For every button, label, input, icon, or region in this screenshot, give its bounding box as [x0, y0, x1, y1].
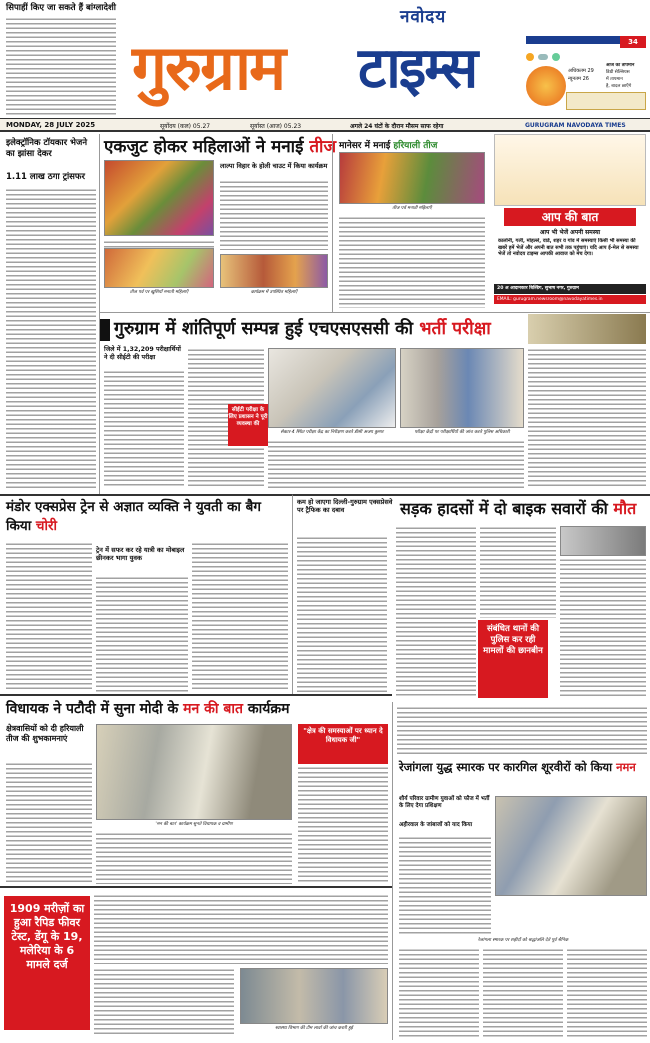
masthead-city: गुरुग्राम [132, 31, 285, 104]
mandor-body2 [96, 576, 188, 692]
weather-r2: डिग्री सेल्सियस [606, 70, 630, 75]
accident-headline-red: मौत [613, 499, 637, 518]
mandor-body1 [6, 542, 92, 692]
teej-photo-2 [104, 248, 214, 288]
left-column [0, 134, 100, 494]
teej-photo-cap2: कार्यक्रम में उपस्थित महिलाएँ [250, 290, 298, 295]
mandor-headline [6, 498, 288, 536]
weather-temp: 34 [620, 36, 646, 48]
delhi-headline: कम हो जाएगा दिल्ली-गुरुग्राम एक्सप्रेसवे पर ट्रैफिक का दबाव [297, 498, 393, 514]
weather-sun-graphic [526, 66, 566, 106]
kargil-top-body [397, 706, 647, 754]
apki-baat-title: आप की बात [504, 208, 636, 226]
kargil-headline-red: नमन [616, 760, 636, 774]
apki-baat-contact: 20 अ आदानकार बिल्डिंग, सुभाष नगर, गुरुग्राम [494, 284, 646, 294]
manesar-label-green: हरियाली तीज [393, 141, 438, 151]
date-bar [0, 118, 650, 132]
exam-story [100, 344, 650, 490]
kargil-body3 [483, 948, 563, 1038]
apki-baat-ad [494, 134, 646, 206]
mkb-body3 [298, 766, 388, 884]
kargil-body2 [399, 948, 479, 1038]
mkb-headline [6, 700, 290, 718]
left-top-headline: सिपाहीं किए जा सकते हैं बांग्लादेशी [6, 3, 116, 13]
cloud-icon [538, 54, 548, 60]
accident-body3 [560, 558, 646, 698]
exam-body4 [528, 348, 646, 488]
teej-headline [104, 136, 336, 158]
teej-photo-1 [104, 160, 214, 236]
weather-r1: आज का तापमान [606, 63, 635, 68]
weather-box [526, 4, 646, 114]
weather-r4: है, बादल छाएँगे [606, 84, 632, 89]
apki-baat-email[interactable]: EMAIL: gurugram.newsroom@navodayatimes.in [494, 295, 646, 304]
weather-badge [566, 92, 646, 110]
banner-headline [114, 315, 491, 343]
teej-story [100, 134, 337, 312]
mkb-sub: क्षेत्रवासियों को दी हरियाली तीज की शुभकामनाएं [6, 724, 84, 743]
mkb-quote: "क्षेत्र की समस्याओं पर ध्यान दे विधायक जी" [298, 724, 388, 764]
left-head2: 1.11 लाख ठगा ट्रांसफर [6, 172, 85, 182]
accident-photo [560, 526, 646, 556]
kargil-photo-cap: रेजांगला स्मारक पर शहीदों को श्रद्धांजलि देते पूर्व सैनिक [477, 938, 569, 943]
apki-baat-box [494, 134, 646, 310]
tagline: अगले 24 घंटों के दौरान मौसम साफ रहेगा [350, 123, 444, 130]
left-head1: इलेक्ट्रॉनिक टॉयकार भेजने का झांसा देकर [6, 138, 88, 159]
masthead [122, 0, 522, 112]
banner-stripe-icon [100, 319, 110, 341]
manesar-headline [339, 138, 437, 151]
manesar-photo [339, 152, 485, 204]
accident-story [392, 494, 650, 702]
mann-ki-baat-story [0, 694, 392, 886]
mandor-headline-red: चोरी [35, 518, 57, 534]
teej-body [220, 180, 328, 250]
exam-photo-1 [268, 348, 396, 428]
left-body [6, 188, 96, 490]
sunrise-text: सूर्योदय (कल) 05.27 [160, 123, 211, 130]
kargil-body1 [399, 836, 491, 936]
dengue-body1 [94, 894, 388, 964]
kargil-headline-main: रेजांगला युद्ध स्मारक पर कारगिल शूरवीरों को किया [399, 760, 613, 774]
weather-left2: न्यूनतम 26 [568, 76, 589, 82]
banner-text-red: भर्ती परीक्षा [419, 319, 491, 339]
mkb-photo [96, 724, 292, 820]
left-top-text [6, 17, 116, 117]
teej-headline-red: तीज [309, 137, 337, 157]
mkb-headline-main: विधायक ने पटौदी में सुना मोदी के [6, 701, 179, 717]
exam-highlight: सीईटी परीक्षा के लिए प्रशासन ने पूरी व्यवस्था की [228, 404, 268, 446]
kargil-sub2: अहीरवाल के जांबाजों को याद किया [399, 822, 473, 828]
mkb-photo-cap: 'मन की बात' कार्यक्रम सुनते विधायक व ग्रामीण [155, 822, 233, 827]
manesar-body [339, 216, 485, 308]
masthead-small: नवोदय [400, 7, 447, 27]
exam-police-photo [528, 314, 646, 344]
exam-sub1: जिले में 1,32,209 परीक्षार्थियों ने दी सीईटी की परीक्षा [104, 346, 181, 361]
paper-name: GURUGRAM NAVODAYA TIMES [525, 122, 626, 129]
exam-photo-2 [400, 348, 524, 428]
accident-body1 [396, 526, 476, 698]
accident-headline [400, 498, 636, 520]
apki-baat-body: कालोनी, गली, मोहल्ले, वार्ड, शहर व गांव में समस्याएं किसी भी समस्या की खबरें हमें भेजें और अपनी बात सभी तक पहुंचाएं। यदि आप ई-मेल से समस्या भेजें तो नवोदय टाइम्स आपकी आवाज को मंच देगा। [498, 238, 639, 258]
mkb-headline-red: मन की बात [183, 701, 244, 717]
sun-icon [526, 53, 534, 61]
weather-r3: में तापमान [606, 77, 623, 82]
kargil-headline [399, 760, 649, 775]
mkb-headline-end: कार्यक्रम [247, 701, 290, 717]
manesar-cap: तीज पर्व मनाती महिलाएँ [392, 206, 432, 211]
accident-pullquote: संबंधित थानों की पुलिस कर रही मामलों की छानबीन [478, 620, 548, 698]
kargil-story [392, 702, 650, 1040]
apki-baat-subtitle: आप भी भेजें अपनी समस्या [539, 229, 601, 236]
teej-sub1: लाल्पा विहार के होली चाउट में किया कार्यक्रम [220, 162, 328, 170]
exam-photo-cap2: परीक्षा केंद्रों पर परीक्षार्थियों की जांच करते पुलिस अधिकारी [414, 430, 510, 435]
sunset-text: सूर्यास्त (आज) 05.23 [250, 123, 302, 130]
manesar-label: मानेसर में मनाई [339, 141, 391, 151]
delhi-story [292, 494, 392, 694]
mkb-body2 [96, 832, 292, 884]
dengue-story [0, 886, 392, 1043]
weather-left: अधिकतम 29 [568, 68, 594, 74]
exam-photo-cap1: सेक्टर-4 स्थित परीक्षा केंद्र का निरीक्षण करते डीसी अजय कुमार [280, 430, 384, 435]
masthead-brand: टाइम्स [358, 35, 477, 101]
kargil-photo [495, 796, 647, 896]
train-sub: ट्रेन में सफर कर रहे यात्री का मोबाइल छीनकर भागा युवक [96, 546, 185, 562]
dengue-box: 1909 मरीज़ों का हुआ रैपिड फीवर टेस्ट, डेंगू के 19, मलेरिया के 6 मामले दर्ज [4, 896, 90, 1030]
exam-body3 [268, 440, 524, 488]
exam-body1 [104, 370, 184, 488]
header [0, 0, 650, 118]
kargil-sub1: शौर्य परिवार ग्रामीण युवाओं को फौज में भर्ती के लिए देगा प्रशिक्षण [399, 796, 490, 810]
teej-photo-cap1: तीज पर्व पर खुशियाँ मनाती महिलाएँ [129, 290, 189, 295]
mkb-body1 [6, 762, 92, 884]
dengue-photo [240, 968, 388, 1024]
date-text: MONDAY, 28 JULY 2025 [6, 121, 96, 129]
mandor-headline-main: मंडोर एक्सप्रेस ट्रेन से अज्ञात व्यक्ति ने युवती का बैग किया [6, 499, 261, 534]
accident-headline-main: सड़क हादसों में दो बाइक सवारों की [400, 499, 608, 518]
teej-headline-main: एकजुट होकर महिलाओं ने मनाई [104, 137, 304, 157]
accident-body2 [480, 526, 556, 618]
mandor-story [0, 494, 292, 694]
dengue-body2 [94, 968, 234, 1034]
teej-photo-3 [220, 254, 328, 288]
banner-text: गुरुग्राम में शांतिपूर्ण सम्पन्न हुई एचएसएससी की [114, 319, 414, 339]
delhi-body [297, 536, 387, 692]
rain-icon [552, 53, 560, 61]
mandor-body3 [192, 542, 288, 692]
dengue-photo-cap: स्वास्थ्य विभाग की टीम लार्वा की जांच करती हुई [275, 1026, 353, 1031]
kargil-body4 [567, 948, 647, 1038]
manesar-story [332, 134, 490, 312]
